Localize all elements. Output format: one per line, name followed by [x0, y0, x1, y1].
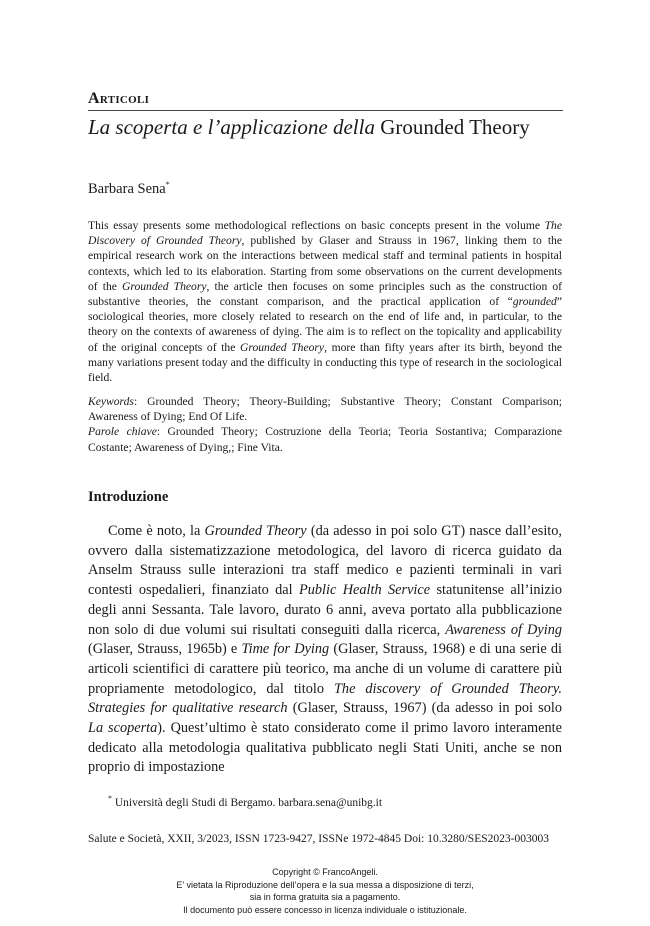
- copyright-line: Copyright © FrancoAngeli.: [272, 867, 378, 877]
- keywords-block: [88, 394, 562, 455]
- abstract-text: , more than fifty years after its birth, beyond the many variations present today and the difficulty in conducting this type of research in the sociological field.: [88, 340, 563, 385]
- journal-citation: Salute e Società, XXII, 3/2023, ISSN 1723-9427, ISSNe 1972-4845 Doi: 10.3280/SES2023-003003: [88, 833, 549, 845]
- header-rule: [88, 110, 563, 111]
- title-roman: Grounded Theory: [380, 115, 530, 139]
- keywords-en: [88, 394, 562, 424]
- copyright-line: E’ vietata la Riproduzione dell’opera e la sua messa a disposizione di terzi,: [176, 879, 474, 890]
- body-italic: La scoperta: [88, 720, 158, 737]
- title-italic: La scoperta e l’applicazione della: [88, 115, 375, 139]
- copyright-line: sia in forma gratuita sia a pagamento.: [249, 892, 401, 902]
- author-line: [88, 180, 170, 198]
- body-text: statunitense all’inizio degli anni Sessanta. Tale lavoro, durato 6 anni, aveva portato alla pubblicazione non solo di due volumi sui risultati conseguiti dalla ricerca,: [88, 582, 562, 638]
- abstract-text: ” sociological theories, more closely related to research on the end of life and, in particular, to the theory on the contexts of awareness of dying. The aim is to reflect on the topicality and applicability of the original concepts of the: [88, 295, 562, 354]
- copyright-notice: [0, 866, 650, 916]
- body-italic: Grounded Theory: [204, 523, 307, 539]
- copyright-line: Il documento può essere concesso in licenza individuale o istituzionale.: [183, 904, 467, 915]
- abstract-gt: Grounded Theory: [240, 340, 325, 354]
- author-footnote-marker: *: [165, 180, 170, 189]
- body-italic: Public Health Service: [298, 582, 431, 599]
- abstract-text: , published by Glaser and Strauss in 1967, linking them to the empirical research work on the interactions between medical staff and terminal patients in hospital contexts, which led to its elaboration. Starting from some observations on the current developments of the: [88, 234, 562, 293]
- abstract: [88, 218, 562, 385]
- body-text: (Glaser, Strauss, 1965b) e: [88, 641, 242, 658]
- body-italic: Time for Dying: [241, 641, 330, 658]
- body-text: (da adesso in poi solo GT) nasce dall’esito, ovvero dalla sistematizzazione metodologica, del lavoro di ricerca guidato da Anselm Strauss sulle interazioni tra staff medico e pazienti terminali in vari contesti ospedalieri, finanziato dal: [88, 523, 563, 599]
- abstract-gt: Grounded Theory: [121, 279, 207, 293]
- intro-paragraph: [88, 522, 562, 778]
- body-text: (Glaser, Strauss, 1968) e di una serie di articoli scientifici di carattere più teorico, ma anche di un volume di carattere più propriamente metodologico, dal titolo: [88, 641, 563, 697]
- keywords-label: Keywords: [88, 395, 134, 408]
- author-name: Barbara Sena: [88, 180, 166, 197]
- body-text: Come è noto, la: [108, 523, 205, 539]
- section-heading: Introduzione: [88, 489, 169, 505]
- footnote-text: Università degli Studi di Bergamo. barbara.sena@unibg.it: [112, 796, 383, 809]
- abstract-text: This essay presents some methodological reflections on basic concepts present in the volume: [88, 219, 545, 232]
- parole-chiave-text: : Grounded Theory; Costruzione della Teoria; Teoria Sostantiva; Comparazione Costante; Awareness of Dying,; Fine Vita.: [88, 425, 562, 454]
- body-text: ). Quest’ultimo è stato considerato come il primo lavoro interamente dedicato alla metodologia qualitativa pubblicato negli Stati Uniti, anche se non proprio di impostazione: [88, 720, 562, 776]
- section-label: Articoli: [88, 90, 150, 107]
- footnote: [108, 794, 382, 809]
- body-text: (Glaser, Strauss, 1967) (da adesso in poi solo: [287, 700, 563, 717]
- keywords-text: : Grounded Theory; Theory-Building; Substantive Theory; Constant Comparison; Awareness of Dying; End Of Life.: [88, 395, 562, 424]
- parole-chiave-label: Parole chiave: [88, 425, 157, 439]
- footnote-marker: *: [108, 794, 112, 803]
- body-italic: Awareness of Dying: [445, 621, 562, 638]
- keywords-it: [88, 424, 562, 454]
- article-title: [88, 114, 558, 141]
- abstract-grounded: grounded: [512, 295, 557, 309]
- abstract-text: , the article then focuses on some principles such as the construction of substantive theories, the constant comparison, and the practical application of “: [88, 279, 563, 309]
- abstract-book-title: The Discovery of Grounded Theory: [88, 219, 562, 248]
- body-italic: The discovery of Grounded Theory. Strategies for qualitative research: [88, 680, 562, 717]
